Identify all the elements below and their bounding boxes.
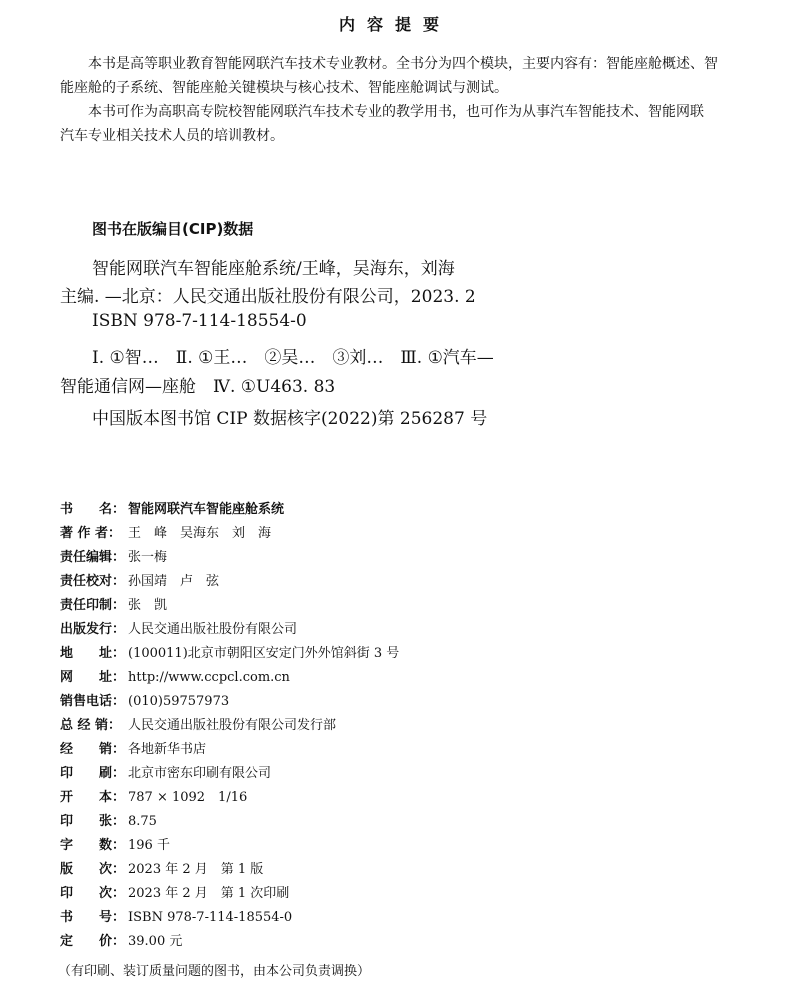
cip-heading: 图书在版编目(CIP)数据 (92, 220, 254, 238)
spec-value: ISBN 978-7-114-18554-0 (128, 910, 293, 925)
summary-para1-line2: 能座舱的子系统、智能座舱关键模块与核心技术、智能座舱调试与测试。 (60, 80, 508, 96)
spec-label: 字 数： (60, 838, 126, 853)
spec-label: 开 本： (60, 790, 126, 805)
spec-row-distributor (60, 739, 206, 759)
spec-label: 书 名： (60, 502, 126, 517)
spec-label: 定 价： (60, 934, 126, 949)
spec-value: 智能网联汽车智能座舱系统 (128, 502, 285, 517)
spec-row-editor (60, 547, 167, 567)
spec-value: 2023 年 2 月 第 1 次印刷 (128, 886, 290, 901)
spec-value: 各地新华书店 (128, 742, 207, 757)
summary-para2-line2: 汽车专业相关技术人员的培训教材。 (60, 128, 284, 144)
spec-value: 人民交通出版社股份有限公司发行部 (128, 718, 337, 733)
spec-value: 人民交通出版社股份有限公司 (128, 622, 298, 637)
summary-title: 内容提要 (338, 15, 451, 34)
spec-label: 印 刷： (60, 766, 126, 781)
spec-label: 总 经 销： (60, 718, 122, 733)
spec-label: 销售电话： (60, 694, 126, 709)
spec-row-printer (60, 763, 271, 783)
cip-line-5: 智能通信网—座舱 Ⅳ. ①U463. 83 (60, 377, 336, 397)
spec-value: 张一梅 (128, 550, 168, 565)
spec-value: 39.00 元 (128, 934, 183, 949)
spec-row-price (60, 931, 182, 951)
cip-line-4: Ⅰ. ①智… Ⅱ. ①王… ②吴… ③刘… Ⅲ. ①汽车— (92, 348, 494, 368)
spec-value: 196 千 (128, 838, 170, 853)
spec-label: 责任校对： (60, 574, 126, 589)
summary-para2-line1: 本书可作为高职高专院校智能网联汽车技术专业的教学用书，也可作为从事汽车智能技术、智能网联 (88, 104, 704, 120)
spec-label: 版 次： (60, 862, 126, 877)
spec-value: 王 峰 吴海东 刘 海 (128, 526, 272, 541)
spec-value: http://www.ccpcl.com.cn (128, 670, 290, 685)
spec-value: 张 凯 (128, 598, 168, 613)
spec-label: 印 张： (60, 814, 126, 829)
spec-label: 经 销： (60, 742, 126, 757)
spec-row-proofreader (60, 571, 219, 591)
spec-value: (010)59757973 (128, 694, 230, 709)
spec-value: 孙国靖 卢 弦 (128, 574, 220, 589)
spec-row-authors (60, 523, 271, 543)
quality-note: （有印刷、装订质量问题的图书，由本公司负责调换） (58, 964, 371, 979)
spec-label: 责任编辑： (60, 550, 126, 565)
spec-row-phone (60, 691, 229, 711)
spec-row-edition (60, 859, 263, 879)
cip-line-1: 智能网联汽车智能座舱系统/王峰，吴海东，刘海 (92, 259, 455, 279)
spec-label: 印 次： (60, 886, 126, 901)
spec-label: 责任印制： (60, 598, 126, 613)
cip-line-2: 主编. —北京：人民交通出版社股份有限公司，2023. 2 (60, 287, 476, 307)
spec-label: 著 作 者： (60, 526, 122, 541)
spec-value: 2023 年 2 月 第 1 版 (128, 862, 264, 877)
spec-row-title (60, 499, 284, 519)
spec-row-website (60, 667, 290, 687)
spec-row-printing-supervisor (60, 595, 167, 615)
summary-para1-line1: 本书是高等职业教育智能网联汽车技术专业教材。全书分为四个模块，主要内容有：智能座舱概述、智 (88, 56, 718, 72)
spec-row-sheets (60, 811, 157, 831)
spec-value: 8.75 (128, 814, 157, 829)
spec-value: (100011)北京市朝阳区安定门外外馆斜街 3 号 (128, 646, 400, 661)
cip-line-6: 中国版本图书馆 CIP 数据核字(2022)第 256287 号 (92, 409, 488, 429)
spec-value: 787 × 1092 1/16 (128, 790, 248, 805)
spec-row-isbn (60, 907, 292, 927)
spec-row-address (60, 643, 399, 663)
spec-row-publisher (60, 619, 297, 639)
spec-row-general-distributor (60, 715, 336, 735)
spec-row-impression (60, 883, 289, 903)
spec-row-word-count (60, 835, 170, 855)
spec-label: 出版发行： (60, 622, 126, 637)
spec-value: 北京市密东印刷有限公司 (128, 766, 272, 781)
cip-line-3: ISBN 978-7-114-18554-0 (92, 311, 307, 331)
spec-label: 网 址： (60, 670, 126, 685)
spec-label: 地 址： (60, 646, 126, 661)
spec-row-format (60, 787, 247, 807)
spec-label: 书 号： (60, 910, 126, 925)
